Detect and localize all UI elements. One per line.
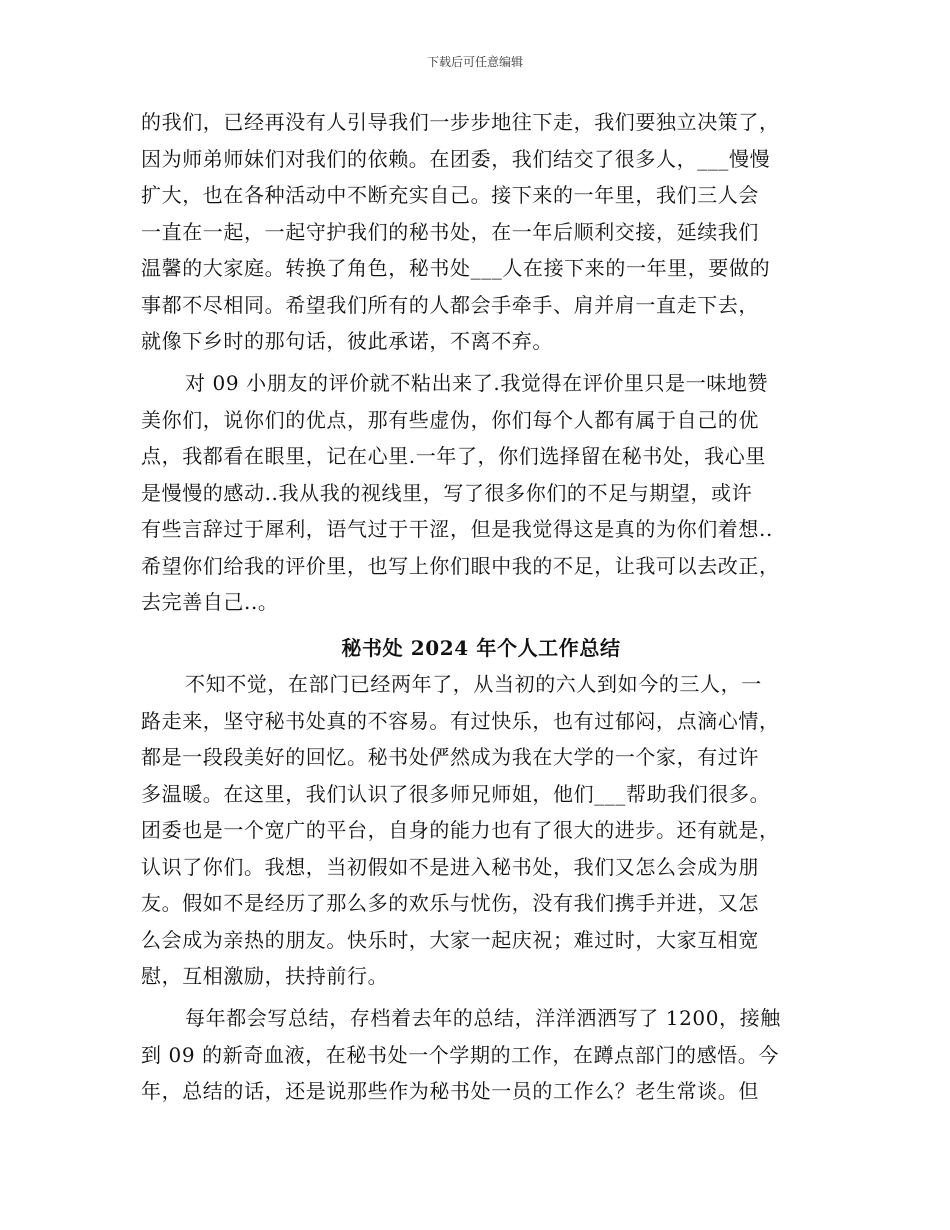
text-line: 扩大，也在各种活动中不断充实自己。接下来的一年里，我们三人会 [141, 183, 759, 207]
text-line: 美你们，说你们的优点，那有些虚伪，你们每个人都有属于自己的优 [141, 407, 759, 432]
text-line: 么会成为亲热的朋友。快乐时，大家一起庆祝；难过时，大家互相宽 [141, 927, 759, 952]
text-line: 点，我都看在眼里，记在心里.一年了，你们选择留在秘书处，我心里 [141, 444, 766, 468]
text-line: 有些言辞过于犀利，语气过于干涩，但是我觉得这是真的为你们着想.. [141, 517, 773, 541]
section-title-block [141, 630, 821, 667]
paragraph-2 [141, 365, 821, 657]
text-line: 事都不尽相同。希望我们所有的人都会手牵手、肩并肩一直走下去， [141, 292, 759, 317]
text-line: 年，总结的话，还是说那些作为秘书处一员的工作么？老生常谈。但 [141, 1079, 759, 1103]
text-line: 到 09 的新奇血液，在秘书处一个学期的工作，在蹲点部门的感悟。今 [141, 1042, 779, 1067]
text-line: 团委也是一个宽广的平台，自身的能力也有了很大的进步。还有就是， [141, 818, 780, 842]
section-title: 秘书处 2024 年个人工作总结 [341, 636, 621, 660]
text-line: 一直在一起，一起守护我们的秘书处，在一年后顺利交接，延续我们 [141, 219, 759, 244]
text-line: 就像下乡时的那句话，彼此承诺，不离不弃。 [141, 329, 553, 353]
text-line: 因为师弟师妹们对我们的依赖。在团委，我们结交了很多人，___慢慢 [141, 146, 771, 171]
text-line: 每年都会写总结，存档着去年的总结，洋洋洒洒写了 1200，接触 [185, 1006, 781, 1030]
text-line: 希望你们给我的评价里，也写上你们眼中我的不足，让我可以去改正， [141, 553, 780, 578]
text-line: 温馨的大家庭。转换了角色，秘书处___人在接下来的一年里，要做的 [141, 256, 771, 280]
text-line: 的我们，已经再没有人引导我们一步步地往下走，我们要独立决策了， [141, 110, 780, 134]
paragraph-4 [141, 1000, 821, 1110]
text-line: 路走来，坚守秘书处真的不容易。有过快乐，也有过郁闷，点滴心情， [141, 708, 780, 733]
text-line: 认识了你们。我想，当初假如不是进入秘书处，我们又怎么会成为朋 [141, 854, 759, 879]
text-line: 都是一段段美好的回忆。秘书处俨然成为我在大学的一个家，有过许 [141, 745, 759, 769]
page-header: 下载后可任意编辑 [426, 55, 523, 69]
text-line: 友。假如不是经历了那么多的欢乐与忧伤，没有我们携手并进，又怎 [141, 891, 759, 915]
text-line: 慰，互相激励，扶持前行。 [141, 964, 389, 988]
text-line: 是慢慢的感动..我从我的视线里，写了很多你们的不足与期望，或许 [141, 480, 753, 505]
text-line: 对 09 小朋友的评价就不粘出来了.我觉得在评价里只是一味地赞 [185, 371, 769, 395]
text-line: 去完善自己..。 [141, 590, 279, 614]
paragraph-3 [141, 666, 821, 995]
text-line: 不知不觉，在部门已经两年了，从当初的六人到如今的三人，一 [185, 672, 762, 696]
paragraph-1 [141, 104, 821, 360]
text-line: 多温暖。在这里，我们认识了很多师兄师姐，他们___帮助我们很多。 [141, 781, 771, 806]
